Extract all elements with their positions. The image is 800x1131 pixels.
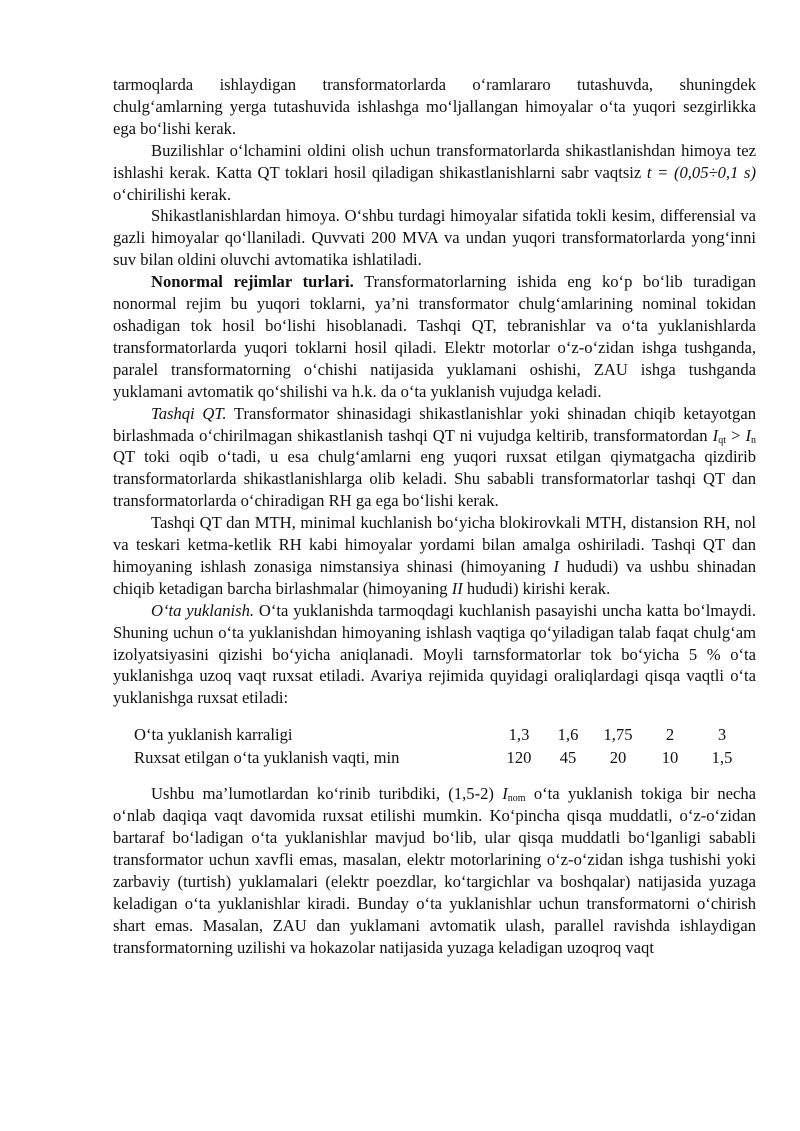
- paragraph-4: Nonormal rejimlar turlari. Transformatorlarning ishida eng ko‘p bo‘lib turadigan nonormal rejim bu yuqori toklarni, ya’ni transformator chulg‘amlarining nominal tokidan oshadigan tok hosil bo‘lishi hisoblanadi. Tashqi QT, tebranishlar va o‘ta yuklanishlarda transformatorlarda yuqori toklarni hosil qiladi. Elektr motorlar o‘z-o‘zidan ishga tushganda, paralel transformatorning o‘chishi natijasida yuklamani oshishi, ZAU ishga tushganda yuklamani avtomatik qo‘shilishi va h.k. da o‘ta yuklanish vujudga keladi.: [113, 272, 756, 401]
- paragraph-8: Ushbu ma’lumotlardan ko‘rinib turibdiki, (1,5-2) $I_{nom}$ o‘ta yuklanish tokiga bir necha o‘nlab daqiqa vaqt davomida ruxsat etilishi mumkin. Ko‘pincha qisqa muddatli, o‘z-o‘zidan bartaraf bo‘ladigan o‘ta yuklanishlar mavjud bo‘lib, ular qisqa muddatli bo‘lganligi sababli transformator uchun xavfli emas, masalan, elektr motorlarining o‘z-o‘zidan ishga tushishi yoki zarbaviy (turtish) yuklamalari (elektr poezdlar, ko‘targichlar va boshqalar) natijasida yuzaga keladigan o‘ta yuklanishlar kiradi. Bunday o‘ta yuklanishlar uchun transformatorni o‘chirish shart emas. Masalan, ZAU dan yuklamani avtomatik ulash, parallel ravishda ishlaydigan transformatorning uzilishi va hokazolar natijasida yuzaga keladigan uzoqroq vaqt: [113, 784, 757, 957]
- table-cell: 2: [665, 724, 675, 744]
- paragraph-3: Shikastlanishlardan himoya. O‘shbu turdagi himoyalar sifatida tokli kesim, differensial va gazli himoyalar qo‘llaniladi. Quvvati 200 MVA va undan yuqori transformatorlarda yong‘inni suv bilan oldini oluvchi avtomatika ishlatiladi.: [113, 206, 756, 270]
- text-body: [113, 74, 756, 959]
- paragraph-1: tarmoqlarda ishlaydigan transformatorlarda o‘ramlararo tutashuvda, shuningdek chulg‘amlarning yerga tutashuvida ishlashga mo‘ljallangan himoyalar o‘ta yuqori sezgirlikka ega bo‘lishi kerak.: [113, 75, 756, 138]
- paragraph-6: Tashqi QT dan MTH, minimal kuchlanish bo‘yicha blokirovkali MTH, distansion RH, nol va teskari ketma-ketlik RH kabi himoyalar yordami bilan amalga oshiriladi. Tashqi QT dan himoyaning ishlash zonasiga nimstansiya shinasi (himoyaning I hududi) va ushbu shinadan chiqib ketadigan barcha birlashmalar (himoyaning II hududi) kirishi kerak.: [113, 513, 757, 598]
- table-cell: 20: [609, 747, 627, 767]
- table-cell: 120: [506, 747, 532, 767]
- paragraph-2: Buzilishlar o‘lchamini oldini olish uchun transformatorlarda shikastlanishdan himoya tez ishlashi kerak. Katta QT toklari hosil qiladigan shikastlanishlarni sabr vaqtsiz t = (0,05÷0,1 s) o‘chirilishi kerak.: [113, 140, 756, 204]
- table-cell: 1,6: [557, 724, 579, 744]
- table-row-label: O‘ta yuklanish karraligi: [134, 724, 293, 744]
- table-cell: 45: [559, 747, 577, 767]
- table-cell: 1,3: [508, 724, 530, 744]
- table-cell: 3: [717, 724, 727, 744]
- table-row: [134, 723, 756, 746]
- section-heading: Nonormal rejimlar turlari.: [151, 272, 354, 292]
- table-row-label: Ruxsat etilgan o‘ta yuklanish vaqti, min: [134, 747, 400, 767]
- time-formula: t = (0,05÷0,1 s): [646, 162, 756, 182]
- table-cell: 10: [661, 747, 679, 767]
- subheading-ota-yuklanish: O‘ta yuklanish.: [151, 600, 255, 620]
- table-row: [134, 746, 756, 769]
- paragraph-7: O‘ta yuklanish. O‘ta yuklanishda tarmoqdagi kuchlanish pasayishi uncha katta bo‘lmaydi. Shuning uchun o‘ta yuklanishdan himoyaning ishlash vaqtiga qo‘yiladigan talab faqat chulg‘am izolyatsiyasini qizishi bo‘yicha aniqlanadi. Moyli tarnsformatorlar tok bo‘yicha 5 % o‘ta yuklanishga uzoq vaqt ruxsat etiladi. Avariya rejimida quyidagi oraliqlardagi qisqa vaqtli o‘ta yuklanishga ruxsat etiladi:: [113, 600, 757, 708]
- table-cell: 1,5: [711, 747, 733, 767]
- table-cell: 1,75: [603, 724, 633, 744]
- overload-table: [134, 723, 756, 769]
- paragraph-5: Tashqi QT. Transformator shinasidagi shikastlanishlar yoki shinadan chiqib ketayotgan birlashmada o‘chirilmagan shikastlanish tashqi QT ni vujudga keltirib, transformatordan $I_{qt} > I_n$ QT toki oqib o‘tadi, u esa chulg‘amlarni eng yuqori ruxsat etilgan qiymatgacha qizdirib transformatorlarda shikastlanishlarga olib keladi. Shu sababli transformatorlar tashqi QT dan transformatorlarda o‘chiradigan RH ga ega bo‘lishi kerak.: [113, 403, 757, 511]
- subheading-tashqi-qt: Tashqi QT.: [151, 403, 227, 423]
